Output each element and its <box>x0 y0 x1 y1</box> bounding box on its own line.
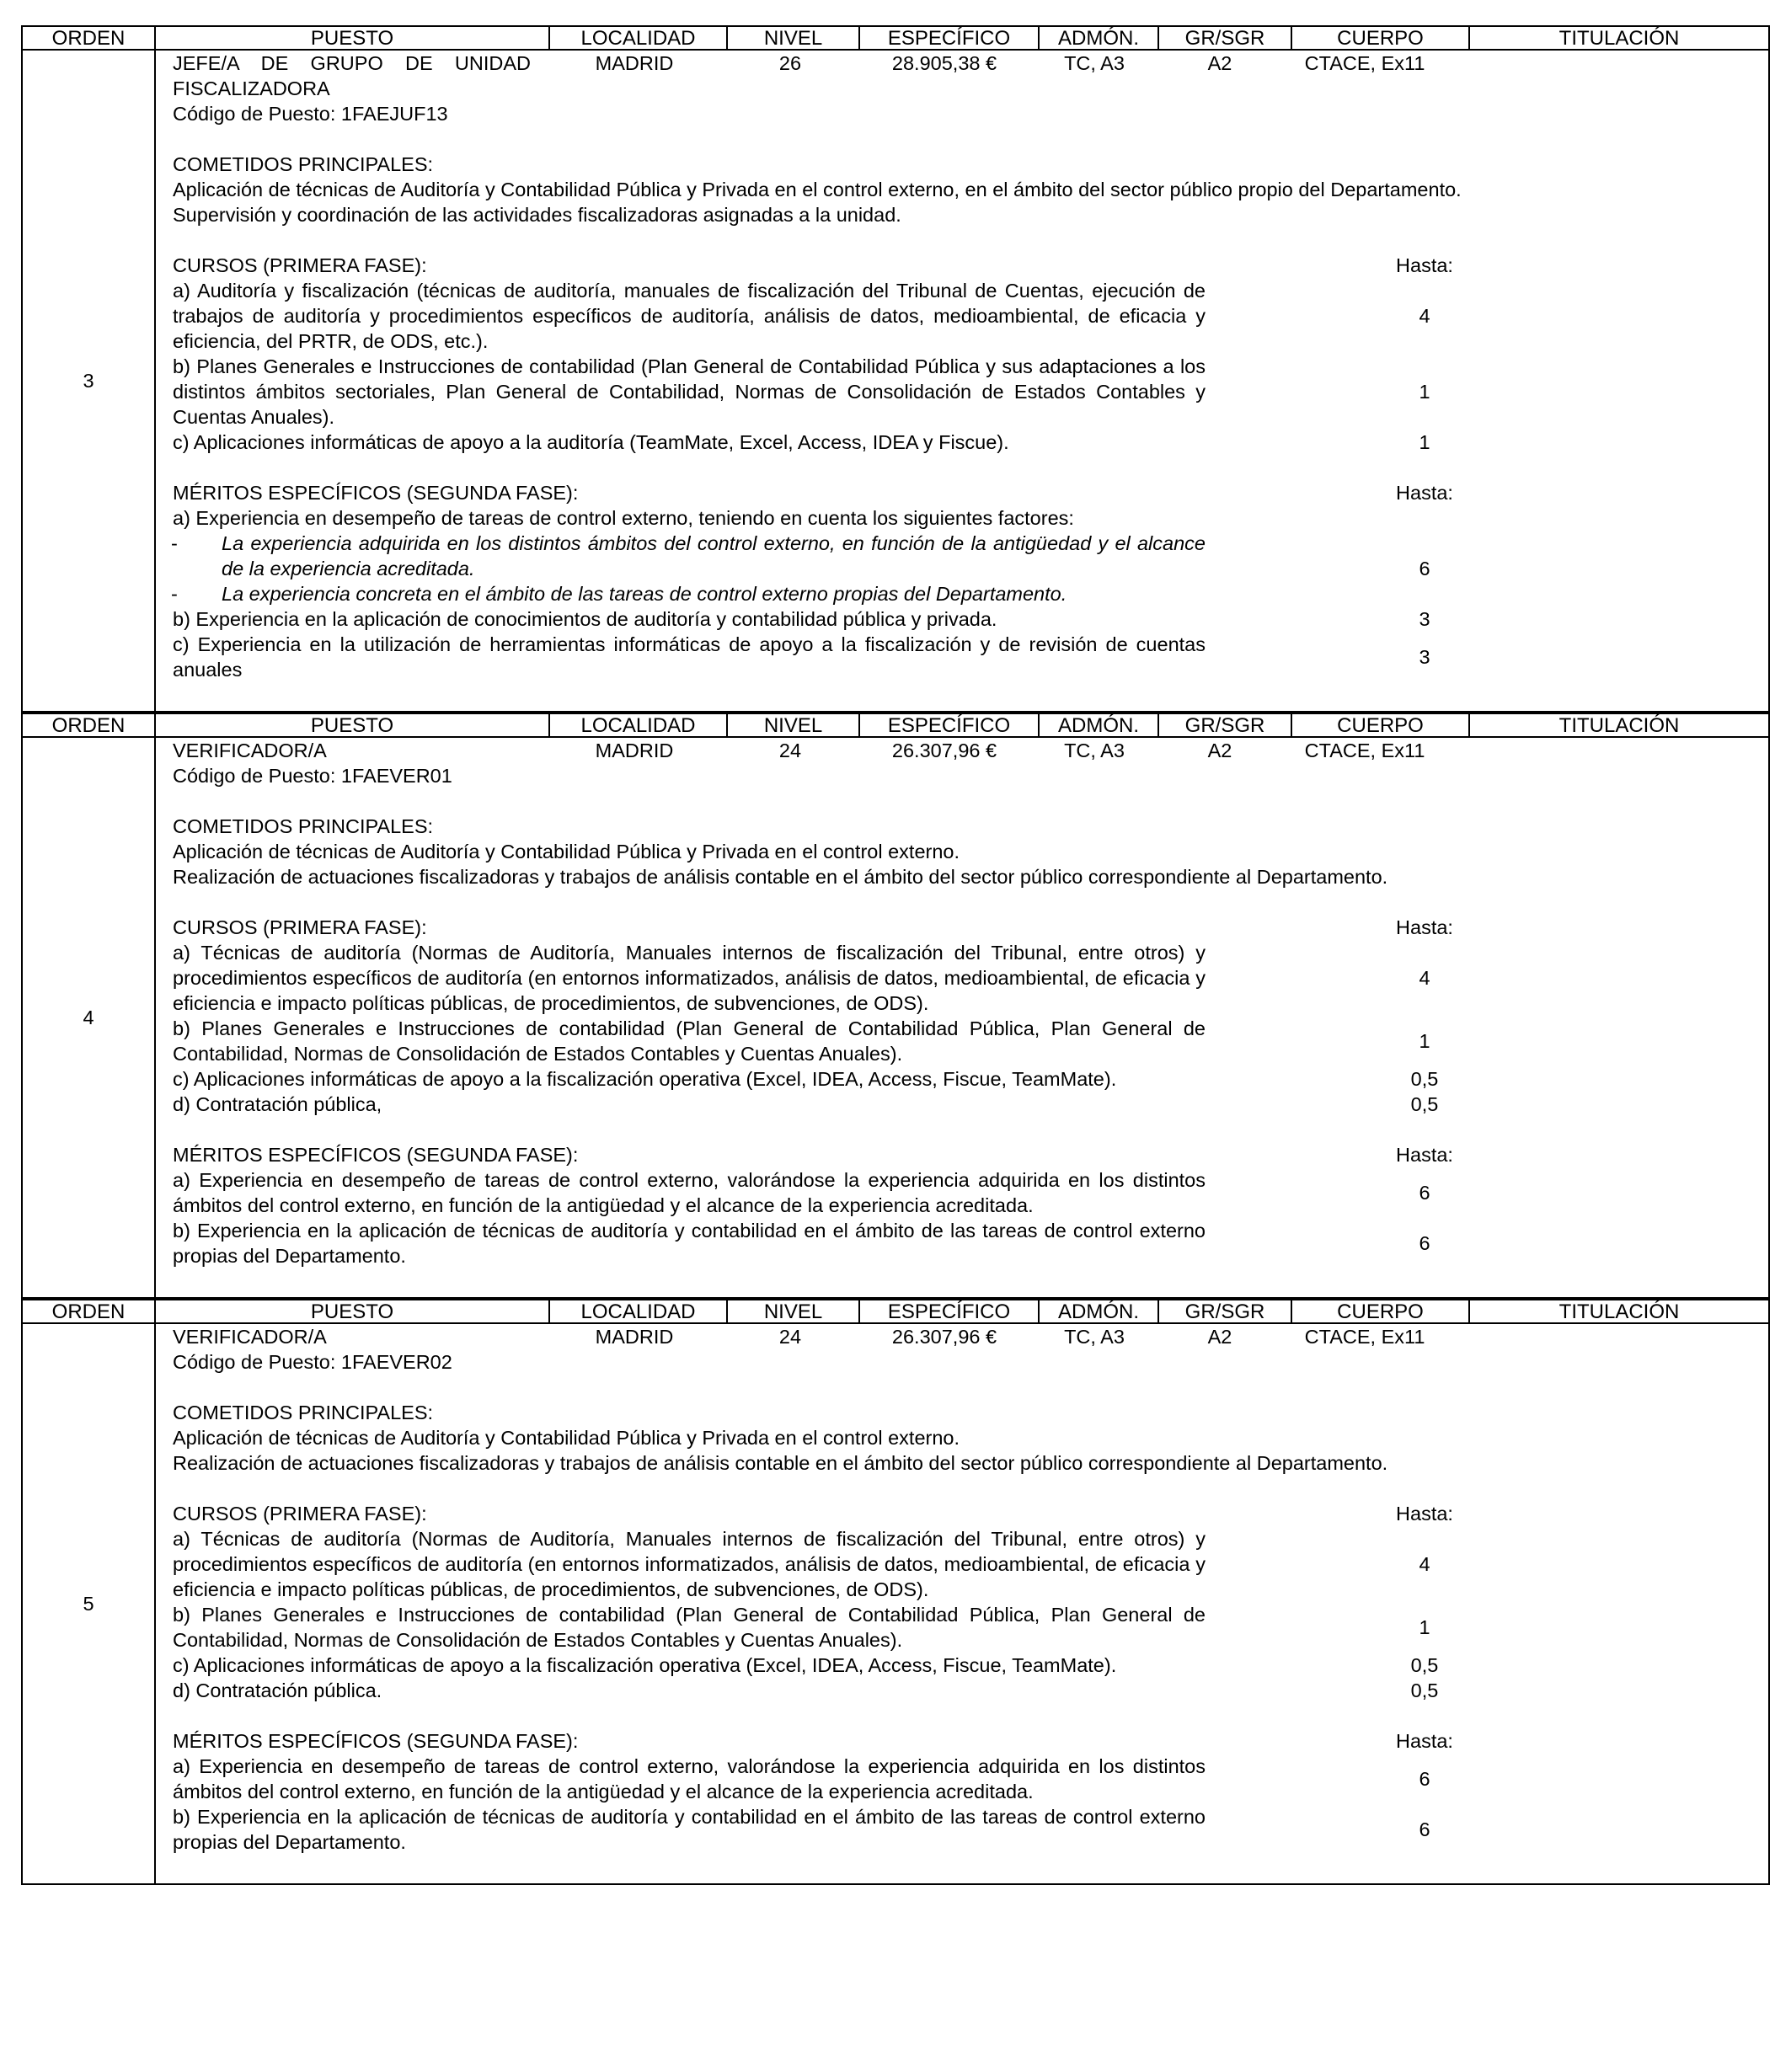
nivel: 24 <box>778 1326 802 1348</box>
orden-number: 5 <box>23 1324 156 1883</box>
admon: TC, A3 <box>1064 52 1125 74</box>
cometidos-list <box>173 839 1768 889</box>
cometidos-heading: COMETIDOS PRINCIPALES: <box>173 1402 434 1423</box>
especifico: 26.307,96 € <box>891 740 997 761</box>
header-localidad: LOCALIDAD <box>550 714 728 738</box>
curso-item <box>173 430 1768 455</box>
cursos-heading-row <box>173 1501 1768 1526</box>
curso-text: c) Aplicaciones informáticas de apoyo a la fiscalización operativa (Excel, IDEA, Access, Fiscue, TeamMate). <box>173 1068 1117 1090</box>
cursos-list <box>173 1526 1768 1703</box>
nivel: 26 <box>778 52 802 74</box>
curso-points: 1 <box>1419 431 1430 453</box>
merito-item <box>173 1167 1768 1218</box>
curso-text: b) Planes Generales e Instrucciones de contabilidad (Plan General de Contabilidad Pública, Plan General de Contabilidad, Normas de Consolidación de Estados Contables y Cuentas Anuales). <box>173 1604 1206 1651</box>
curso-points: 4 <box>1419 967 1430 989</box>
curso-points: 4 <box>1419 305 1430 327</box>
cuerpo: CTACE, Ex11 <box>1304 1326 1425 1348</box>
cometido-line: Aplicación de técnicas de Auditoría y Contabilidad Pública y Privada en el control externo. <box>173 841 960 862</box>
cometidos-heading: COMETIDOS PRINCIPALES: <box>173 153 434 175</box>
cursos-heading: CURSOS (PRIMERA FASE): <box>173 1503 427 1525</box>
curso-points: 1 <box>1419 1616 1430 1638</box>
header-grupo: GR/SGR <box>1159 714 1292 738</box>
cuerpo: CTACE, Ex11 <box>1304 52 1425 74</box>
cursos-heading: CURSOS (PRIMERA FASE): <box>173 916 427 938</box>
cometido-line: Realización de actuaciones fiscalizadoras y trabajos de análisis contable en el ámbito del sector público correspondiente al Departamento. <box>173 866 1388 888</box>
position-meta <box>173 1324 1768 1349</box>
header-grupo: GR/SGR <box>1159 1300 1292 1324</box>
header-puesto: PUESTO <box>156 27 550 51</box>
header-nivel: NIVEL <box>728 714 860 738</box>
meritos-list <box>173 1167 1768 1268</box>
meritos-heading-row <box>173 480 1768 505</box>
puesto-line: FISCALIZADORA <box>173 77 330 99</box>
especifico: 26.307,96 € <box>891 1326 997 1348</box>
puesto-line: VERIFICADOR/A <box>173 740 327 761</box>
header-nivel: NIVEL <box>728 1300 860 1324</box>
header-puesto: PUESTO <box>156 1300 550 1324</box>
curso-text: a) Técnicas de auditoría (Normas de Auditoría, Manuales internos de fiscalización del Tribunal, entre otros) y procedimientos específicos de auditoría (en entornos informatizados, análisis de datos, medioambiental, de eficacia y eficiencia e impacto políticas públicas, de procedimientos, de subvenciones, de ODS). <box>173 942 1206 1014</box>
merito-text: a) Experiencia en desempeño de tareas de control externo, valorándose la experiencia adquirida en los distintos ámbitos del control externo, en función de la antigüedad y el alcance de la experiencia acreditada. <box>173 1755 1206 1802</box>
puesto-line: VERIFICADOR/A <box>173 1326 327 1348</box>
header-grupo: GR/SGR <box>1159 27 1292 51</box>
curso-text: a) Auditoría y fiscalización (técnicas de auditoría, manuales de fiscalización del Tribunal de Cuentas, ejecución de trabajos de auditoría y procedimientos específicos de auditoría, análisis de datos, medioambiental, de eficacia y eficiencia, del PRTR, de ODS, etc.). <box>173 280 1206 352</box>
merito-item <box>173 1804 1768 1855</box>
cursos-list <box>173 940 1768 1117</box>
header-especifico: ESPECÍFICO <box>860 714 1040 738</box>
header-orden: ORDEN <box>23 1300 156 1324</box>
localidad: MADRID <box>595 52 674 74</box>
curso-text: b) Planes Generales e Instrucciones de contabilidad (Plan General de Contabilidad Pública y sus adaptaciones a los distintos ámbitos sectoriales, Plan General de Contabilidad, Normas de Consolidación de Estados Contables y Cuentas Anuales). <box>173 355 1206 428</box>
localidad: MADRID <box>595 740 674 761</box>
puesto-line: JEFE/A DE GRUPO DE UNIDAD <box>173 52 531 74</box>
meritos-list <box>173 505 1768 682</box>
header-orden: ORDEN <box>23 27 156 51</box>
merito-item <box>173 606 1768 632</box>
curso-text: d) Contratación pública. <box>173 1679 382 1701</box>
cometido-line: Aplicación de técnicas de Auditoría y Contabilidad Pública y Privada en el control externo, en el ámbito del sector público propio del Departamento. <box>173 179 1462 200</box>
hasta-label: Hasta: <box>1396 254 1453 276</box>
merito-item <box>173 632 1768 682</box>
position-meta <box>173 738 1768 763</box>
position-body <box>156 738 1768 1297</box>
curso-points: 0,5 <box>1410 1679 1439 1701</box>
merito-item <box>173 1218 1768 1268</box>
header-cuerpo: CUERPO <box>1292 27 1470 51</box>
header-especifico: ESPECÍFICO <box>860 1300 1040 1324</box>
table-header <box>21 1299 1770 1324</box>
curso-item <box>173 1092 1768 1117</box>
curso-points: 0,5 <box>1410 1068 1439 1090</box>
header-orden: ORDEN <box>23 714 156 738</box>
cometidos-list <box>173 1425 1768 1476</box>
curso-item <box>173 1016 1768 1066</box>
table-header <box>21 25 1770 51</box>
curso-item <box>173 940 1768 1016</box>
header-admon: ADMÓN. <box>1040 27 1159 51</box>
admon: TC, A3 <box>1064 740 1125 761</box>
meritos-heading: MÉRITOS ESPECÍFICOS (SEGUNDA FASE): <box>173 482 579 504</box>
codigo-puesto: Código de Puesto: 1FAEJUF13 <box>173 103 448 125</box>
merito-text: c) Experiencia en la utilización de herramientas informáticas de apoyo a la fiscalización y de revisión de cuentas anuales <box>173 633 1206 681</box>
especifico: 28.905,38 € <box>891 52 997 74</box>
curso-item <box>173 1602 1768 1653</box>
merito-points: 6 <box>1419 558 1430 579</box>
curso-text: b) Planes Generales e Instrucciones de contabilidad (Plan General de Contabilidad Pública, Plan General de Contabilidad, Normas de Consolidación de Estados Contables y Cuentas Anuales). <box>173 1017 1206 1065</box>
position-block <box>21 1324 1770 1885</box>
cometido-line: Supervisión y coordinación de las actividades fiscalizadoras asignadas a la unidad. <box>173 204 901 226</box>
merito-points: 3 <box>1419 646 1430 668</box>
hasta-label: Hasta: <box>1396 1503 1453 1525</box>
meritos-heading-row <box>173 1728 1768 1754</box>
admon: TC, A3 <box>1064 1326 1125 1348</box>
grupo: A2 <box>1207 740 1232 761</box>
header-localidad: LOCALIDAD <box>550 27 728 51</box>
codigo-puesto: Código de Puesto: 1FAEVER01 <box>173 765 452 787</box>
cometido-line: Aplicación de técnicas de Auditoría y Contabilidad Pública y Privada en el control externo. <box>173 1427 960 1449</box>
hasta-label: Hasta: <box>1396 482 1453 504</box>
localidad: MADRID <box>595 1326 674 1348</box>
curso-item <box>173 278 1768 354</box>
grupo: A2 <box>1207 52 1232 74</box>
merito-sub-list <box>173 531 1206 606</box>
position-summary <box>173 51 1768 126</box>
cursos-heading: CURSOS (PRIMERA FASE): <box>173 254 427 276</box>
curso-points: 1 <box>1419 1030 1430 1052</box>
curso-item <box>173 354 1768 430</box>
grupo: A2 <box>1207 1326 1232 1348</box>
merito-points: 6 <box>1419 1232 1430 1254</box>
curso-item <box>173 1526 1768 1602</box>
orden-number: 4 <box>23 738 156 1297</box>
merito-item <box>173 1754 1768 1804</box>
header-titulacion: TITULACIÓN <box>1558 714 1680 737</box>
cursos-heading-row <box>173 253 1768 278</box>
position-body <box>156 51 1768 711</box>
curso-points: 0,5 <box>1410 1654 1439 1676</box>
merito-text: b) Experiencia en la aplicación de técnicas de auditoría y contabilidad en el ámbito de las tareas de control externo propias del Departamento. <box>173 1220 1206 1267</box>
merito-sub-item: - La experiencia adquirida en los distintos ámbitos del control externo, en función de la antigüedad y el alcance de la experiencia acreditada. <box>173 531 1206 581</box>
merito-sub-item: - La experiencia concreta en el ámbito de las tareas de control externo propias del Departamento. <box>173 581 1206 606</box>
cursos-heading-row <box>173 915 1768 940</box>
curso-item <box>173 1678 1768 1703</box>
merito-points: 3 <box>1419 608 1430 630</box>
hasta-label: Hasta: <box>1396 916 1453 938</box>
position-summary <box>173 1324 1768 1375</box>
meritos-heading-row <box>173 1142 1768 1167</box>
position-summary <box>173 738 1768 788</box>
header-puesto: PUESTO <box>156 714 550 738</box>
header-cuerpo: CUERPO <box>1292 714 1470 738</box>
cursos-list <box>173 278 1768 455</box>
orden-number: 3 <box>23 51 156 711</box>
header-admon: ADMÓN. <box>1040 1300 1159 1324</box>
cuerpo: CTACE, Ex11 <box>1304 740 1425 761</box>
codigo-puesto: Código de Puesto: 1FAEVER02 <box>173 1351 452 1373</box>
merito-text: a) Experiencia en desempeño de tareas de control externo, valorándose la experiencia adquirida en los distintos ámbitos del control externo, en función de la antigüedad y el alcance de la experiencia acreditada. <box>173 1169 1206 1216</box>
merito-subitems <box>173 531 1768 606</box>
merito-text: b) Experiencia en la aplicación de técnicas de auditoría y contabilidad en el ámbito de las tareas de control externo propias del Departamento. <box>173 1806 1206 1853</box>
header-titulacion: TITULACIÓN <box>1558 27 1680 50</box>
cometidos-list <box>173 177 1768 227</box>
header-localidad: LOCALIDAD <box>550 1300 728 1324</box>
header-especifico: ESPECÍFICO <box>860 27 1040 51</box>
meritos-heading: MÉRITOS ESPECÍFICOS (SEGUNDA FASE): <box>173 1730 579 1752</box>
merito-text: b) Experiencia en la aplicación de conocimientos de auditoría y contabilidad pública y privada. <box>173 608 997 630</box>
header-cuerpo: CUERPO <box>1292 1300 1470 1324</box>
merito-points: 6 <box>1419 1182 1430 1204</box>
merito-text: a) Experiencia en desempeño de tareas de control externo, teniendo en cuenta los siguientes factores: <box>173 507 1074 529</box>
position-block <box>21 51 1770 713</box>
table-header <box>21 713 1770 738</box>
curso-points: 0,5 <box>1410 1093 1439 1115</box>
curso-text: c) Aplicaciones informáticas de apoyo a la auditoría (TeamMate, Excel, Access, IDEA y Fiscue). <box>173 431 1009 453</box>
meritos-heading: MÉRITOS ESPECÍFICOS (SEGUNDA FASE): <box>173 1144 579 1166</box>
merito-points: 6 <box>1419 1768 1430 1790</box>
curso-points: 4 <box>1419 1553 1430 1575</box>
position-meta <box>173 51 1768 76</box>
curso-text: d) Contratación pública, <box>173 1093 382 1115</box>
merito-item <box>173 505 1768 531</box>
positions-document <box>21 25 1770 1885</box>
curso-item <box>173 1653 1768 1678</box>
header-admon: ADMÓN. <box>1040 714 1159 738</box>
header-titulacion: TITULACIÓN <box>1558 1300 1680 1323</box>
curso-points: 1 <box>1419 381 1430 403</box>
curso-text: c) Aplicaciones informáticas de apoyo a la fiscalización operativa (Excel, IDEA, Access, Fiscue, TeamMate). <box>173 1654 1117 1676</box>
cometido-line: Realización de actuaciones fiscalizadoras y trabajos de análisis contable en el ámbito del sector público correspondiente al Departamento. <box>173 1452 1388 1474</box>
meritos-list <box>173 1754 1768 1855</box>
merito-points: 6 <box>1419 1818 1430 1840</box>
curso-text: a) Técnicas de auditoría (Normas de Auditoría, Manuales internos de fiscalización del Tribunal, entre otros) y procedimientos específicos de auditoría (en entornos informatizados, análisis de datos, medioambiental, de eficacia y eficiencia e impacto políticas públicas, de procedimientos, de subvenciones, de ODS). <box>173 1528 1206 1600</box>
header-nivel: NIVEL <box>728 27 860 51</box>
position-block <box>21 738 1770 1299</box>
curso-item <box>173 1066 1768 1092</box>
hasta-label: Hasta: <box>1396 1144 1453 1166</box>
position-body <box>156 1324 1768 1883</box>
nivel: 24 <box>778 740 802 761</box>
cometidos-heading: COMETIDOS PRINCIPALES: <box>173 815 434 837</box>
hasta-label: Hasta: <box>1396 1730 1453 1752</box>
